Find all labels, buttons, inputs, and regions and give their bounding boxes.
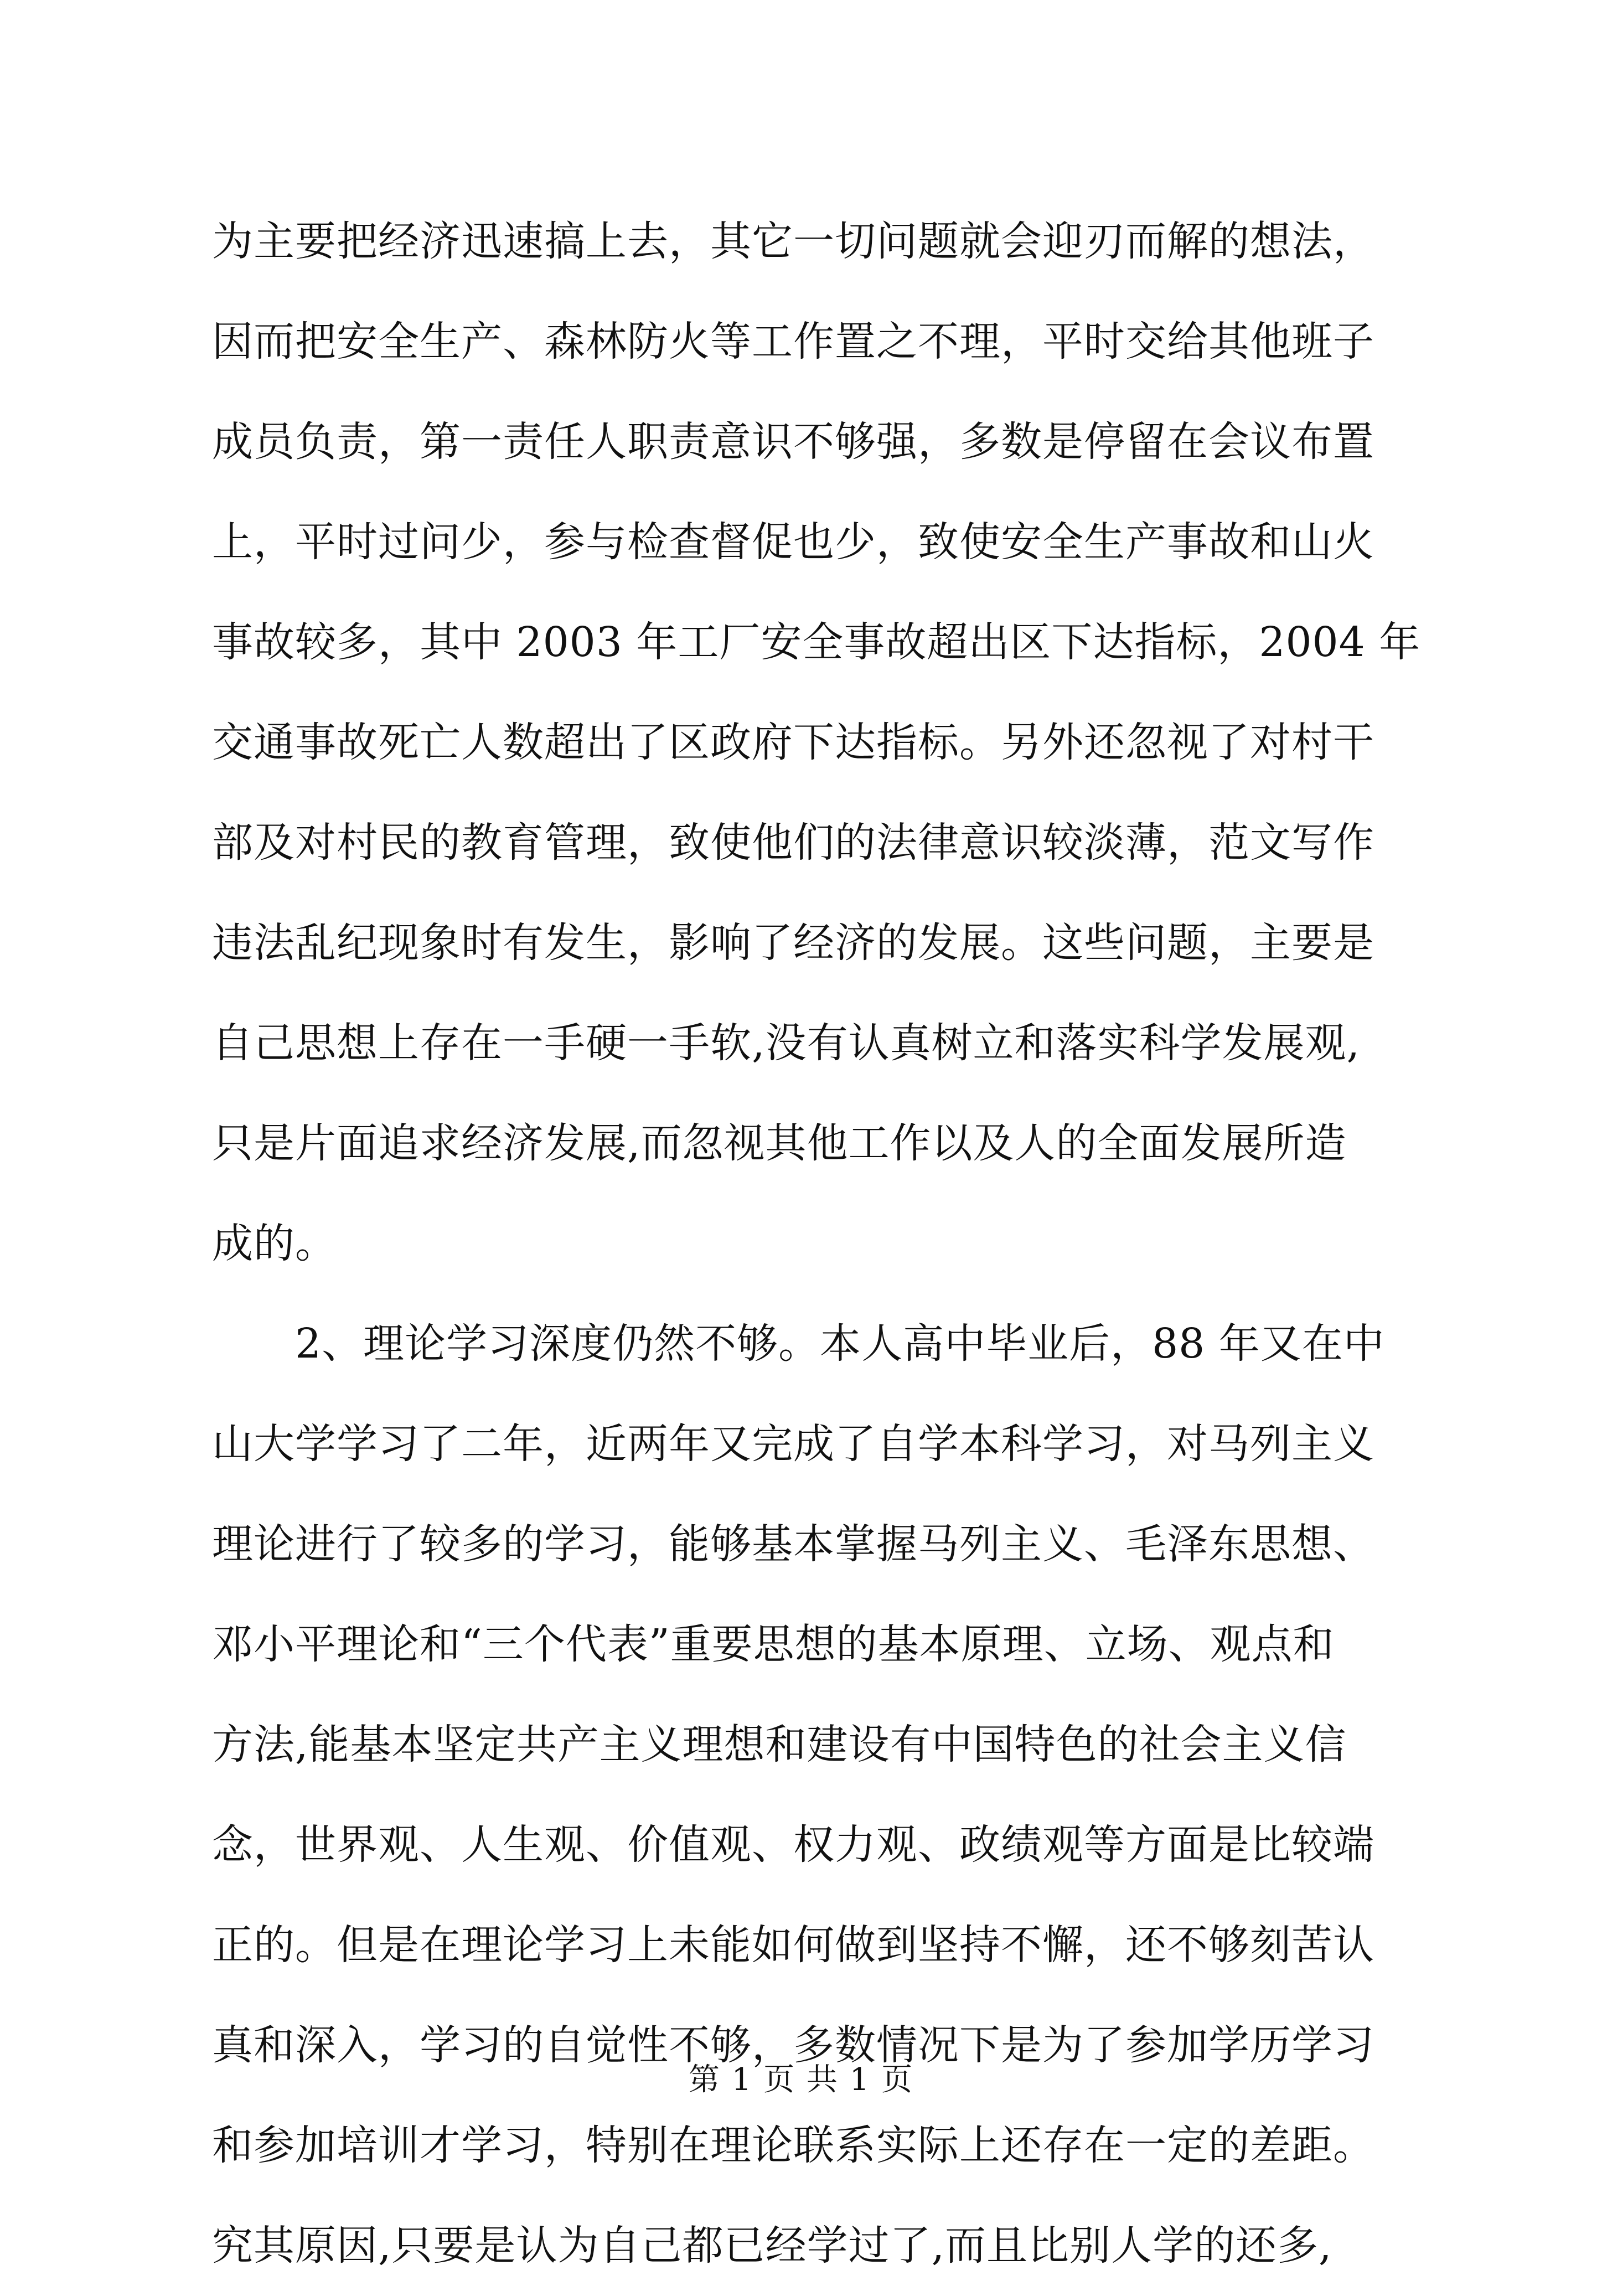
text-line: 和参加培训才学习，特别在理论联系实际上还存在一定的差距。 [212,2122,1374,2169]
text-line: 理论进行了较多的学习，能够基本掌握马列主义、毛泽东思想、 [212,1520,1374,1568]
text-line: 山大学学习了二年，近两年又完成了自学本科学习，对马列主义 [212,1420,1374,1468]
text-line: 违法乱纪现象时有发生，影响了经济的发展。这些问题，主要是 [212,919,1374,967]
document-body [212,192,1421,2296]
text-line: 为主要把经济迅速搞上去，其它一切问题就会迎刃而解的想法， [212,218,1374,265]
text-line: 邓小平理论和“三个代表”重要思想的基本原理、立场、观点和 [212,1621,1335,1668]
text-line: 真和深入，学习的自觉性不够，多数情况下是为了参加学历学习 [212,2021,1374,2069]
text-line: 部及对村民的教育管理，致使他们的法律意识较淡薄，范文写作 [212,819,1374,866]
text-line: 成员负责，第一责任人职责意识不够强，多数是停留在会议布置 [212,418,1374,466]
text-line: 只是片面追求经济发展,而忽视其他工作以及人的全面发展所造 [212,1119,1347,1167]
text-line: 因而把安全生产、森林防火等工作置之不理，平时交给其他班子 [212,318,1374,365]
page-footer: 第 1 页 共 1 页 [688,2062,914,2098]
text-line: 方法,能基本坚定共产主义理想和建设有中国特色的社会主义信 [212,1721,1347,1768]
text-line: 成的。 [212,1220,337,1267]
text-line: 究其原因,只要是认为自己都已经学过了,而且比别人学的还多, [212,2222,1332,2269]
text-line: 念，世界观、人生观、价值观、权力观、政绩观等方面是比较端 [212,1821,1374,1869]
text-line: 上，平时过问少，参与检查督促也少，致使安全生产事故和山火 [212,518,1374,566]
text-line: 交通事故死亡人数超出了区政府下达指标。另外还忽视了对村干 [212,719,1374,766]
text-line: 事故较多，其中 2003 年工厂安全事故超出区下达指标，2004 年 [212,618,1421,666]
text-line: 正的。但是在理论学习上未能如何做到坚持不懈，还不够刻苦认 [212,1921,1374,1969]
text-line: 自己思想上存在一手硬一手软,没有认真树立和落实科学发展观, [212,1019,1361,1067]
text-line: 2、理论学习深度仍然不够。本人高中毕业后，88 年又在中 [295,1320,1385,1368]
